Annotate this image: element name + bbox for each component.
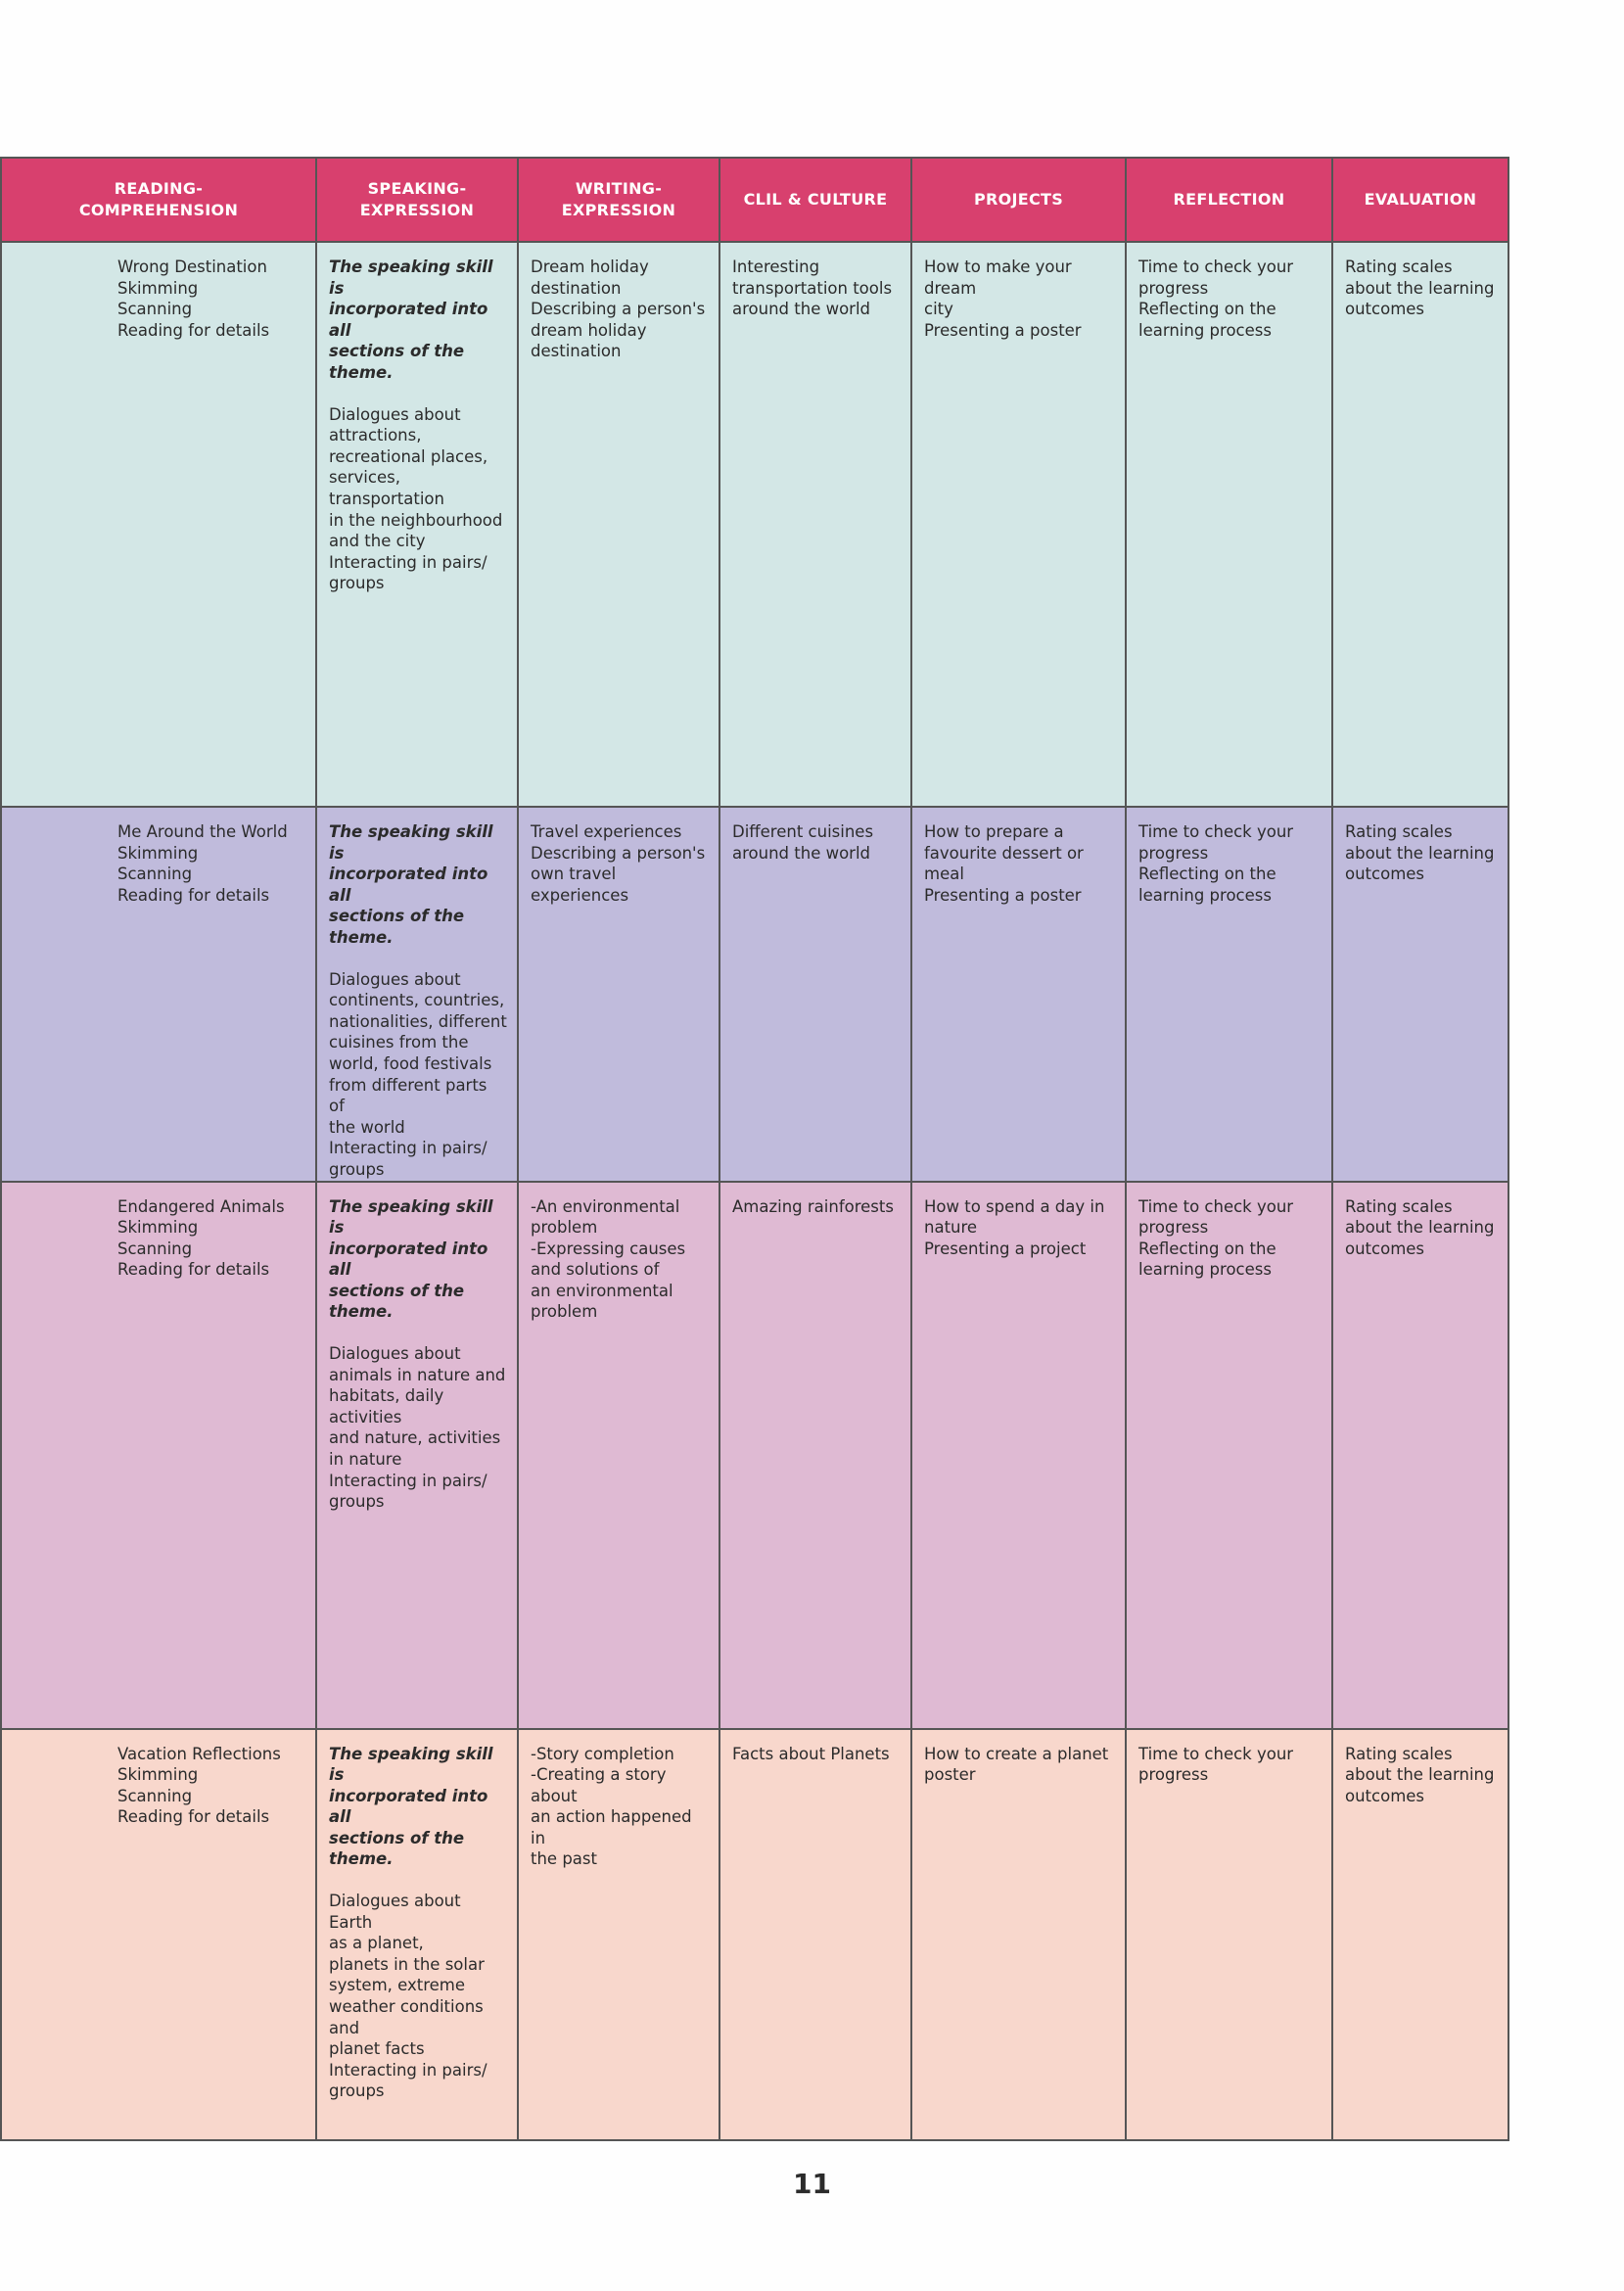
cell-reading-comprehension <box>1 1729 316 2140</box>
cell-text-line: progress <box>1138 1218 1209 1238</box>
cell-text-line: Travel experiences <box>531 822 682 841</box>
cell-text-line: Presenting a poster <box>924 885 1082 905</box>
cell-text-line: sections of the theme. <box>329 1281 470 1322</box>
cell-text-line: city <box>924 300 953 319</box>
page-number: 11 <box>793 2168 831 2200</box>
cell-text-line: Wrong Destination <box>117 257 267 276</box>
cell-text-line: -Expressing causes <box>531 1239 686 1258</box>
cell-text-line: favourite dessert or meal <box>924 843 1090 884</box>
cell-text-line: about the learning <box>1345 1218 1495 1238</box>
cell-text-line: Reading for details <box>117 885 270 905</box>
cell-text-line: nationalities, different <box>329 1011 507 1031</box>
cell-text-line: an action happened in <box>531 1807 697 1847</box>
cell-text-line: as a planet, <box>329 1934 424 1953</box>
header-speaking-expression: SPEAKING- EXPRESSION <box>316 158 518 242</box>
cell-speaking-expression <box>316 242 518 807</box>
cell-writing-expression <box>518 242 719 807</box>
cell-text-line: Skimming <box>117 843 199 863</box>
cell-text-line: and nature, activities <box>329 1428 501 1448</box>
cell-text-line: Rating scales <box>1345 257 1453 276</box>
cell-text-line: Scanning <box>117 1786 193 1805</box>
cell-text-line: planet facts <box>329 2039 425 2059</box>
cell-text-line: Amazing rainforests <box>732 1196 894 1216</box>
cell-text-line: Reading for details <box>117 320 270 340</box>
cell-text-line: learning process <box>1138 885 1272 905</box>
cell-text-line: The speaking skill is <box>329 822 499 863</box>
cell-text-line: Reflecting on the <box>1138 865 1276 884</box>
cell-text-line: Time to check your <box>1138 1744 1294 1763</box>
cell-text-line: -Story completion <box>531 1744 674 1763</box>
header-clil-culture: CLIL & CULTURE <box>719 158 911 242</box>
table-row <box>1 1729 1508 2140</box>
table-row <box>1 807 1508 1182</box>
cell-text-line: Scanning <box>117 300 193 319</box>
paragraph-gap <box>329 1870 507 1891</box>
cell-text-line: The speaking skill is <box>329 1196 499 1238</box>
cell-reading-comprehension <box>1 1182 316 1729</box>
cell-text-line: in nature <box>329 1450 402 1470</box>
cell-text-line: Reading for details <box>117 1807 270 1827</box>
cell-text-line: Reflecting on the <box>1138 1239 1276 1258</box>
cell-text-line: Reflecting on the <box>1138 300 1276 319</box>
cell-text-line: Interacting in pairs/ <box>329 552 487 572</box>
cell-clil-culture <box>719 242 911 807</box>
cell-text-line: sections of the theme. <box>329 907 470 947</box>
cell-text-line: about the learning <box>1345 843 1495 863</box>
cell-reflection <box>1126 807 1332 1182</box>
cell-text-line: Dream holiday <box>531 257 649 276</box>
cell-evaluation <box>1332 807 1508 1182</box>
cell-text-line: groups <box>329 1492 385 1512</box>
cell-text-line: How to spend a day in <box>924 1196 1105 1216</box>
cell-text-line: about the learning <box>1345 1765 1495 1785</box>
cell-text-line: -Creating a story about <box>531 1765 672 1805</box>
cell-text-line: Interacting in pairs/ <box>329 2060 487 2080</box>
cell-speaking-expression <box>316 807 518 1182</box>
cell-speaking-expression <box>316 1729 518 2140</box>
cell-text-line: dream holiday <box>531 320 647 340</box>
cell-text-line: outcomes <box>1345 1239 1425 1258</box>
cell-text-line: problem <box>531 1218 598 1238</box>
cell-text-line: cuisines from the <box>329 1033 469 1052</box>
cell-evaluation <box>1332 1182 1508 1729</box>
cell-text-line: incorporated into all <box>329 865 494 905</box>
cell-reflection <box>1126 1182 1332 1729</box>
cell-text-line: How to prepare a <box>924 822 1064 841</box>
cell-reading-comprehension <box>1 807 316 1182</box>
cell-text-line: Rating scales <box>1345 1196 1453 1216</box>
cell-text-line: Skimming <box>117 1218 199 1238</box>
cell-evaluation <box>1332 242 1508 807</box>
cell-evaluation <box>1332 1729 1508 2140</box>
cell-text-line: services, transportation <box>329 468 444 508</box>
cell-text-line: Vacation Reflections <box>117 1744 281 1763</box>
cell-text-line: groups <box>329 574 385 593</box>
cell-text-line: Rating scales <box>1345 822 1453 841</box>
cell-text-line: an environmental <box>531 1281 673 1300</box>
cell-text-line: animals in nature and <box>329 1365 506 1384</box>
cell-text-line: attractions, <box>329 426 422 445</box>
cell-text-line: Me Around the World <box>117 822 288 841</box>
cell-text-line: progress <box>1138 1765 1209 1785</box>
cell-text-line: from different parts of <box>329 1075 492 1116</box>
cell-text-line: around the world <box>732 300 871 319</box>
cell-reflection <box>1126 1729 1332 2140</box>
cell-text-line: learning process <box>1138 1260 1272 1280</box>
cell-text-line: groups <box>329 1159 385 1179</box>
cell-text-line: and the city <box>329 532 426 551</box>
cell-text-line: outcomes <box>1345 865 1425 884</box>
cell-text-line: Dialogues about Earth <box>329 1892 466 1932</box>
cell-text-line: in the neighbourhood <box>329 510 503 530</box>
cell-text-line: recreational places, <box>329 446 488 466</box>
header-row <box>1 158 1508 242</box>
cell-text-line: about the learning <box>1345 278 1495 298</box>
cell-text-line: system, extreme <box>329 1976 466 1995</box>
cell-reflection <box>1126 242 1332 807</box>
cell-text-line: Facts about Planets <box>732 1744 890 1763</box>
cell-text-line: the world <box>329 1117 405 1137</box>
cell-text-line: The speaking skill is <box>329 1744 499 1785</box>
cell-text-line: around the world <box>732 843 871 863</box>
cell-text-line: Skimming <box>117 278 199 298</box>
cell-writing-expression <box>518 807 719 1182</box>
cell-text-line: habitats, daily activities <box>329 1386 449 1426</box>
cell-text-line: progress <box>1138 278 1209 298</box>
cell-text-line: incorporated into all <box>329 1786 494 1827</box>
cell-text-line: Different cuisines <box>732 822 874 841</box>
cell-projects <box>911 242 1126 807</box>
curriculum-table <box>0 157 1509 2141</box>
cell-text-line: destination <box>531 278 622 298</box>
cell-text-line: Time to check your <box>1138 1196 1294 1216</box>
cell-clil-culture <box>719 1729 911 2140</box>
cell-text-line: problem <box>531 1302 598 1322</box>
cell-text-line: and solutions of <box>531 1260 660 1280</box>
cell-text-line: world, food festivals <box>329 1053 492 1073</box>
cell-text-line: Endangered Animals <box>117 1196 285 1216</box>
cell-text-line: How to make your dream <box>924 257 1077 298</box>
cell-text-line: outcomes <box>1345 1786 1425 1805</box>
table-row <box>1 1182 1508 1729</box>
cell-text-line: planets in the solar <box>329 1954 485 1974</box>
cell-text-line: Scanning <box>117 1239 193 1258</box>
cell-text-line: poster <box>924 1765 976 1785</box>
cell-projects <box>911 807 1126 1182</box>
header-projects: PROJECTS <box>911 158 1126 242</box>
cell-projects <box>911 1729 1126 2140</box>
cell-text-line: transportation tools <box>732 278 893 298</box>
table-row <box>1 242 1508 807</box>
cell-text-line: the past <box>531 1849 597 1869</box>
paragraph-gap <box>329 1323 507 1343</box>
cell-text-line: incorporated into all <box>329 1239 494 1280</box>
cell-writing-expression <box>518 1182 719 1729</box>
cell-text-line: destination <box>531 342 622 361</box>
cell-text-line: continents, countries, <box>329 991 505 1010</box>
cell-text-line: incorporated into all <box>329 300 494 340</box>
cell-text-line: nature <box>924 1218 978 1238</box>
header-writing-expression: WRITING- EXPRESSION <box>518 158 719 242</box>
cell-text-line: Reading for details <box>117 1260 270 1280</box>
cell-text-line: Dialogues about <box>329 969 461 989</box>
cell-text-line: outcomes <box>1345 300 1425 319</box>
cell-text-line: Dialogues about <box>329 1344 461 1364</box>
cell-text-line: Describing a person's <box>531 300 706 319</box>
cell-text-line: How to create a planet <box>924 1744 1109 1763</box>
cell-text-line: own travel experiences <box>531 865 629 905</box>
header-reading-comprehension: READING- COMPREHENSION <box>1 158 316 242</box>
cell-speaking-expression <box>316 1182 518 1729</box>
cell-writing-expression <box>518 1729 719 2140</box>
cell-text-line: sections of the theme. <box>329 342 470 382</box>
header-evaluation: EVALUATION <box>1332 158 1508 242</box>
cell-text-line: Skimming <box>117 1765 199 1785</box>
cell-text-line: Describing a person's <box>531 843 706 863</box>
cell-text-line: Dialogues about <box>329 404 461 424</box>
cell-text-line: The speaking skill is <box>329 257 499 298</box>
paragraph-gap <box>329 949 507 969</box>
cell-text-line: Presenting a poster <box>924 320 1082 340</box>
cell-text-line: weather conditions and <box>329 1997 488 2037</box>
cell-projects <box>911 1182 1126 1729</box>
cell-text-line: Presenting a project <box>924 1239 1087 1258</box>
cell-text-line: Interesting <box>732 257 820 276</box>
cell-text-line: learning process <box>1138 320 1272 340</box>
cell-reading-comprehension <box>1 242 316 807</box>
cell-text-line: Scanning <box>117 865 193 884</box>
cell-text-line: Interacting in pairs/ <box>329 1139 487 1158</box>
cell-text-line: groups <box>329 2081 385 2101</box>
cell-text-line: -An environmental <box>531 1196 680 1216</box>
paragraph-gap <box>329 384 507 404</box>
cell-text-line: Time to check your <box>1138 822 1294 841</box>
cell-text-line: Time to check your <box>1138 257 1294 276</box>
cell-text-line: progress <box>1138 843 1209 863</box>
header-reflection: REFLECTION <box>1126 158 1332 242</box>
cell-clil-culture <box>719 1182 911 1729</box>
cell-text-line: Rating scales <box>1345 1744 1453 1763</box>
cell-text-line: Interacting in pairs/ <box>329 1471 487 1490</box>
cell-clil-culture <box>719 807 911 1182</box>
cell-text-line: sections of the theme. <box>329 1828 470 1869</box>
